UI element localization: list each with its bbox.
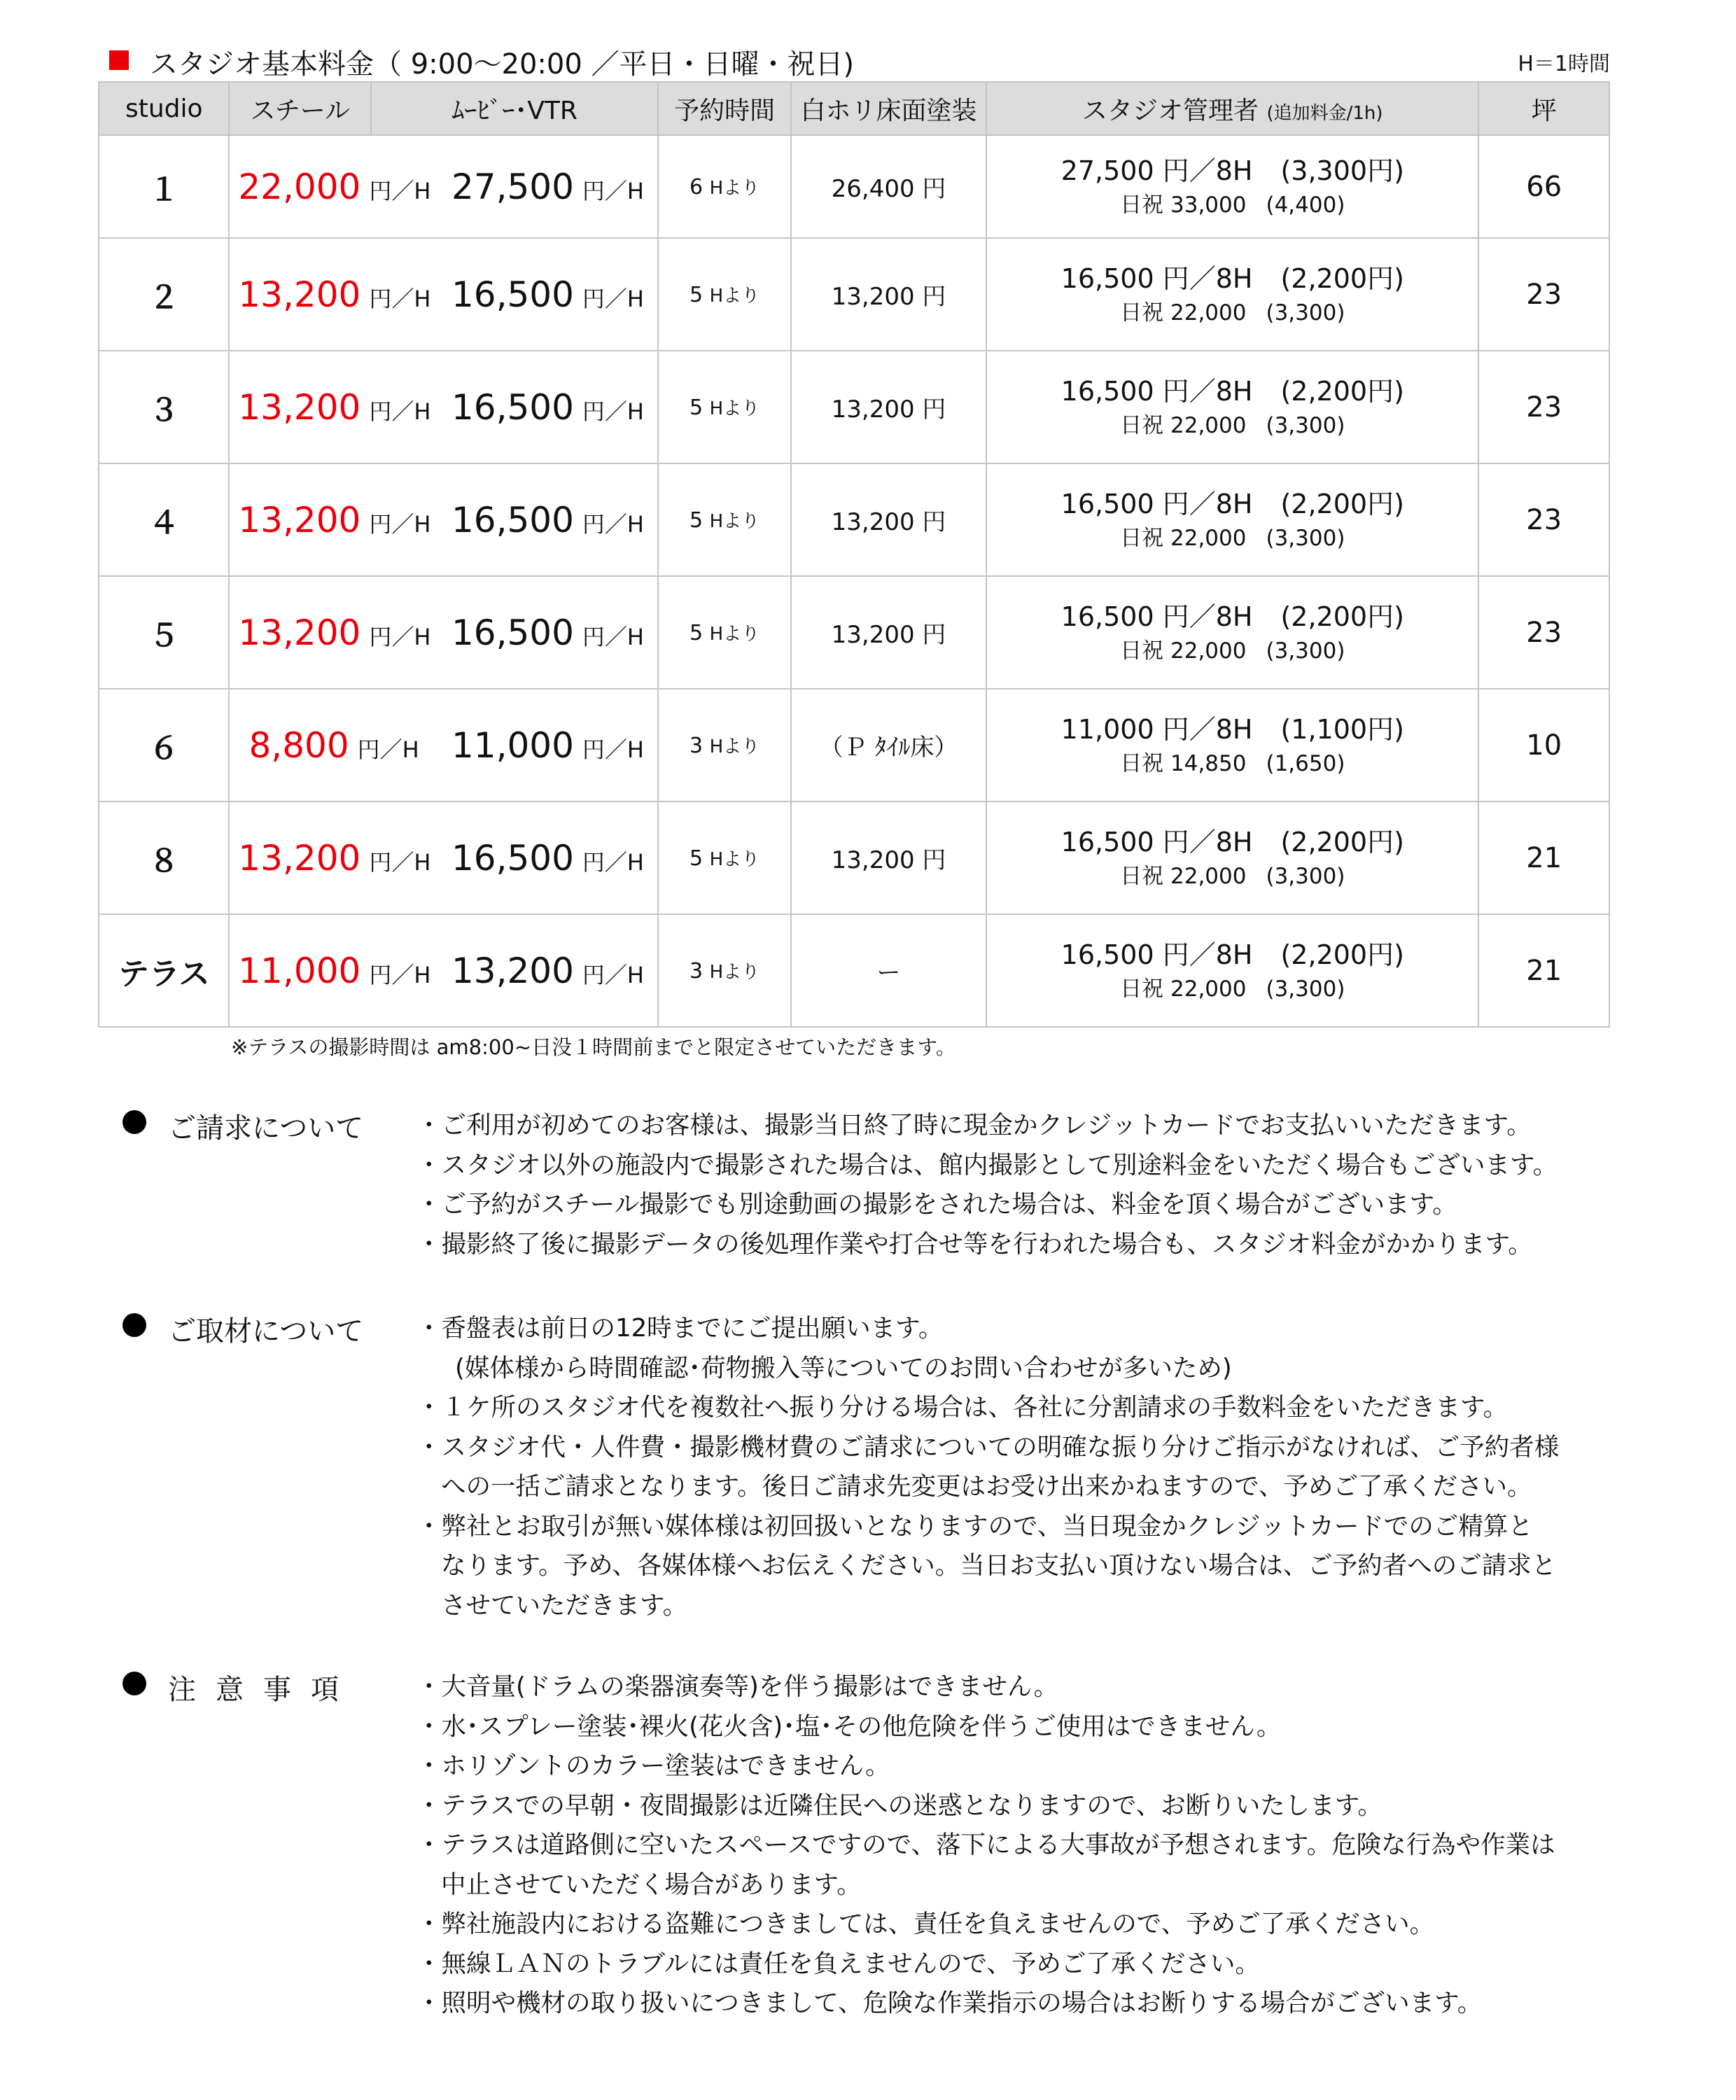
studio-cell: ６ [99, 689, 229, 802]
min-time-text: Hより [709, 736, 760, 757]
min-time-value: 3 [689, 734, 704, 758]
title-bar [105, 39, 1610, 81]
header-manager [986, 82, 1478, 135]
manager-holiday-extra: (3,300) [1266, 300, 1345, 326]
min-time-text: Hより [709, 178, 760, 199]
list-item: ・照明や機材の取り扱いにつきまして、危険な作業指示の場合はお断りする場合がございます。 [416, 1989, 1483, 2017]
manager-cell [986, 802, 1478, 914]
still-price-value: 13,200 [238, 499, 361, 540]
press-lines [416, 1309, 1559, 1625]
table-row [99, 802, 1609, 914]
list-item: ・ホリゾントのカラー塗装はできません。 [416, 1751, 890, 1780]
still-price-unit: 円／H [369, 285, 431, 312]
min-time-value: 3 [689, 959, 704, 983]
paint-cell: （Ｐ ﾀｲﾙ床） [791, 689, 986, 802]
min-time-cell [658, 689, 791, 802]
manager-cell [986, 463, 1478, 576]
manager-rate: 27,500 円／8H [1060, 155, 1253, 186]
movie-price-unit: 円／H [582, 736, 644, 763]
min-time-cell [658, 576, 791, 689]
movie-price-unit: 円／H [582, 510, 644, 538]
header-manager-label: スタジオ管理者 [1082, 96, 1259, 125]
manager-rate: 16,500 円／8H [1060, 826, 1253, 858]
tsubo-cell: 21 [1478, 802, 1609, 914]
manager-rate: 16,500 円／8H [1060, 262, 1253, 294]
list-item: ・弊社とお取引が無い媒体様は初回扱いとなりますので、当日現金かクレジットカードでのご精算と [416, 1511, 1533, 1541]
min-time-cell [658, 463, 791, 576]
still-price-value: 11,000 [238, 950, 361, 991]
paint-cell: 13,200 円 [791, 351, 986, 463]
list-item: (媒体様から時間確認･荷物搬入等についてのお問い合わせが多いため) [455, 1353, 1232, 1382]
manager-cell [986, 689, 1478, 802]
manager-extra: (2,200円) [1280, 375, 1404, 407]
bullet-circle-icon [122, 1672, 146, 1695]
still-price-unit: 円／H [369, 510, 431, 538]
list-item: ・テラスでの早朝・夜間撮影は近隣住民への迷惑となりますので、お断りいたします。 [416, 1791, 1382, 1820]
bullet-circle-icon [122, 1313, 146, 1337]
list-item: ・水･スプレー塗装･裸火(花火含)･塩･その他危険を伴うご使用はできません。 [416, 1712, 1282, 1741]
still-price-unit: 円／H [369, 177, 431, 204]
min-time-cell [658, 914, 791, 1027]
list-item: への一括ご請求となります。後日ご請求先変更はお受け出来かねますので、予めご了承ください。 [441, 1472, 1532, 1501]
still-price [230, 612, 438, 653]
still-price-unit: 円／H [369, 623, 431, 650]
still-price-unit: 円／H [357, 736, 419, 763]
table-header-row [99, 82, 1609, 135]
manager-rate: 16,500 円／8H [1060, 601, 1253, 632]
studio-cell: テラス [99, 914, 229, 1027]
manager-holiday-extra: (3,300) [1266, 976, 1345, 1002]
manager-holiday: 日祝 33,000 [1120, 192, 1247, 218]
list-item: ・テラスは道路側に空いたスペースですので、落下による大事故が予想されます。危険な行為や作業は [416, 1830, 1555, 1859]
manager-holiday: 日祝 22,000 [1120, 300, 1247, 326]
manager-holiday-extra: (3,300) [1266, 638, 1345, 664]
price-cell [229, 351, 658, 463]
movie-price-value: 13,200 [451, 950, 574, 991]
studio-cell: ４ [99, 463, 229, 576]
tsubo-cell: 23 [1478, 463, 1609, 576]
still-price-value: 13,200 [238, 274, 361, 315]
still-price-value: 13,200 [238, 386, 361, 428]
price-cell [229, 802, 658, 914]
manager-extra: (2,200円) [1280, 939, 1404, 970]
still-price-unit: 円／H [369, 848, 431, 876]
manager-extra: (3,300円) [1280, 155, 1404, 186]
table-row [99, 914, 1609, 1027]
bullet-circle-icon [122, 1110, 146, 1134]
manager-extra: (2,200円) [1280, 262, 1404, 294]
studio-cell: ３ [99, 351, 229, 463]
still-price-unit: 円／H [369, 398, 431, 425]
price-cell [229, 576, 658, 689]
paint-cell: 26,400 円 [791, 135, 986, 238]
movie-price [438, 951, 658, 991]
billing-lines [416, 1106, 1558, 1264]
movie-price-value: 16,500 [451, 386, 574, 428]
manager-holiday: 日祝 22,000 [1120, 525, 1247, 551]
table-row [99, 351, 1609, 463]
manager-cell [986, 351, 1478, 463]
manager-rate: 16,500 円／8H [1060, 375, 1253, 407]
still-price [230, 500, 438, 540]
min-time-cell [658, 238, 791, 351]
list-item: ・スタジオ以外の施設内で撮影された場合は、館内撮影として別途料金をいただく場合もございます。 [416, 1150, 1558, 1180]
min-time-cell [658, 802, 791, 914]
list-item: ・香盤表は前日の12時までにご提出願います。 [416, 1314, 944, 1343]
list-item: 中止させていただく場合があります。 [441, 1870, 862, 1899]
tsubo-cell: 21 [1478, 914, 1609, 1027]
tsubo-cell: 23 [1478, 238, 1609, 351]
tsubo-cell: 23 [1478, 576, 1609, 689]
manager-cell [986, 576, 1478, 689]
terrace-note: ※テラスの撮影時間は am8:00~日没１時間前までと限定させていただきます。 [231, 1035, 956, 1059]
list-item: ・大音量(ドラムの楽器演奏等)を伴う撮影はできません。 [416, 1672, 1058, 1701]
movie-price-unit: 円／H [582, 961, 644, 988]
list-item: させていただきます。 [441, 1590, 688, 1620]
price-cell [229, 689, 658, 802]
still-price [230, 951, 438, 991]
press-title: ご取材について [168, 1315, 364, 1348]
min-time-text: Hより [709, 398, 760, 419]
studio-cell: ２ [99, 238, 229, 351]
min-time-value: 5 [689, 846, 704, 871]
manager-holiday-extra: (4,400) [1266, 192, 1345, 218]
paint-cell: 13,200 円 [791, 238, 986, 351]
still-price [230, 725, 438, 766]
notes-lines [416, 1667, 1555, 2024]
studio-cell: １ [99, 135, 229, 238]
unit-note: H＝1時間 [1518, 52, 1610, 76]
manager-cell [986, 914, 1478, 1027]
movie-price [438, 500, 658, 540]
table-row [99, 463, 1609, 576]
still-price-unit: 円／H [369, 961, 431, 988]
paint-cell: 13,200 円 [791, 802, 986, 914]
still-price-value: 8,800 [248, 724, 349, 766]
still-price-value: 13,200 [238, 837, 361, 878]
still-price [230, 838, 438, 878]
still-price-value: 13,200 [238, 612, 361, 653]
movie-price [438, 387, 658, 428]
manager-cell [986, 135, 1478, 238]
manager-rate: 11,000 円／8H [1060, 713, 1253, 745]
manager-extra: (2,200円) [1280, 601, 1404, 632]
table-row [99, 135, 1609, 238]
min-time-text: Hより [709, 624, 760, 645]
billing-title: ご請求について [168, 1112, 364, 1144]
movie-price [438, 274, 658, 315]
header-studio: studio [99, 82, 229, 135]
movie-price-unit: 円／H [582, 398, 644, 425]
manager-holiday: 日祝 22,000 [1120, 863, 1247, 889]
movie-price-unit: 円／H [582, 623, 644, 650]
list-item: ・スタジオ代・人件費・撮影機材費のご請求についての明確な振り分けご指示がなければ、ご予約者様 [416, 1432, 1560, 1462]
page-title: スタジオ基本料金（ 9:00〜20:00 ／平日・日曜・祝日) [150, 48, 855, 80]
price-cell [229, 135, 658, 238]
tsubo-cell: 23 [1478, 351, 1609, 463]
still-price [230, 387, 438, 428]
manager-holiday: 日祝 22,000 [1120, 638, 1247, 664]
list-item: ・ご予約がスチール撮影でも別途動画の撮影をされた場合は、料金を頂く場合がございます。 [416, 1190, 1457, 1219]
still-price-value: 22,000 [238, 166, 361, 207]
table-row [99, 576, 1609, 689]
min-time-text: Hより [709, 962, 760, 983]
manager-extra: (2,200円) [1280, 488, 1404, 519]
header-min-time: 予約時間 [658, 82, 791, 135]
movie-price [438, 612, 658, 653]
min-time-text: Hより [709, 286, 760, 307]
header-movie: ﾑｰﾋﾞｰ･VTR [371, 82, 658, 135]
list-item: なります。予め、各媒体様へお伝えください。当日お支払い頂けない場合は、ご予約者へのご請求と [441, 1551, 1557, 1580]
movie-price-unit: 円／H [582, 848, 644, 876]
header-manager-sub: (追加料金/1h) [1266, 102, 1383, 124]
movie-price [438, 725, 658, 766]
manager-holiday-extra: (3,300) [1266, 412, 1345, 438]
header-tsubo: 坪 [1478, 82, 1609, 135]
manager-holiday-extra: (1,650) [1266, 750, 1345, 776]
movie-price-unit: 円／H [582, 285, 644, 312]
min-time-value: 5 [689, 508, 704, 533]
movie-price-value: 27,500 [451, 166, 574, 207]
movie-price-value: 16,500 [451, 612, 574, 653]
tsubo-cell: 10 [1478, 689, 1609, 802]
red-square-icon [109, 50, 129, 70]
list-item: ・ご利用が初めてのお客様は、撮影当日終了時に現金かクレジットカードでお支払いいただきます。 [416, 1111, 1532, 1140]
manager-rate: 16,500 円／8H [1060, 488, 1253, 519]
manager-cell [986, 238, 1478, 351]
movie-price [438, 838, 658, 878]
header-still: スチール [229, 82, 370, 135]
min-time-cell [658, 351, 791, 463]
price-cell [229, 914, 658, 1027]
manager-holiday: 日祝 22,000 [1120, 412, 1247, 438]
studio-cell: ８ [99, 802, 229, 914]
min-time-text: Hより [709, 511, 760, 532]
tsubo-cell: 66 [1478, 135, 1609, 238]
header-paint: 白ホリ床面塗装 [791, 82, 986, 135]
list-item: ・弊社施設内における盗難につきましては、責任を負えませんので、予めご了承ください。 [416, 1910, 1435, 1938]
table-row [99, 238, 1609, 351]
price-cell [229, 238, 658, 351]
manager-extra: (2,200円) [1280, 826, 1404, 858]
movie-price-unit: 円／H [582, 177, 644, 204]
table-row [99, 689, 1609, 802]
movie-price-value: 16,500 [451, 837, 574, 878]
manager-holiday-extra: (3,300) [1266, 525, 1345, 551]
list-item: ・撮影終了後に撮影データの後処理作業や打合せ等を行われた場合も、スタジオ料金がかかります。 [416, 1229, 1533, 1259]
min-time-text: Hより [709, 849, 760, 870]
manager-holiday-extra: (3,300) [1266, 863, 1345, 889]
min-time-value: 5 [689, 396, 704, 420]
movie-price-value: 11,000 [451, 724, 574, 766]
movie-price-value: 16,500 [451, 274, 574, 315]
studio-cell: ５ [99, 576, 229, 689]
manager-holiday: 日祝 14,850 [1120, 750, 1247, 776]
notes-title: 注意事項 [168, 1674, 358, 1706]
manager-rate: 16,500 円／8H [1060, 939, 1253, 970]
movie-price [438, 167, 658, 207]
list-item: ・無線ＬＡＮのトラブルには責任を負えませんので、予めご了承ください。 [416, 1949, 1260, 1978]
min-time-cell [658, 135, 791, 238]
rate-table [98, 81, 1610, 1028]
paint-cell: 13,200 円 [791, 576, 986, 689]
list-item: ・１ケ所のスタジオ代を複数社へ振り分ける場合は、各社に分割請求の手数料金をいただきます。 [416, 1393, 1508, 1422]
still-price [230, 167, 438, 207]
movie-price-value: 16,500 [451, 499, 574, 540]
price-cell [229, 463, 658, 576]
min-time-value: 6 [689, 175, 704, 200]
still-price [230, 274, 438, 315]
rate-table-body [99, 135, 1609, 1027]
manager-holiday: 日祝 22,000 [1120, 976, 1247, 1002]
paint-cell: ー [791, 914, 986, 1027]
min-time-value: 5 [689, 283, 704, 307]
manager-extra: (1,100円) [1280, 713, 1404, 745]
paint-cell: 13,200 円 [791, 463, 986, 576]
min-time-value: 5 [689, 621, 704, 645]
